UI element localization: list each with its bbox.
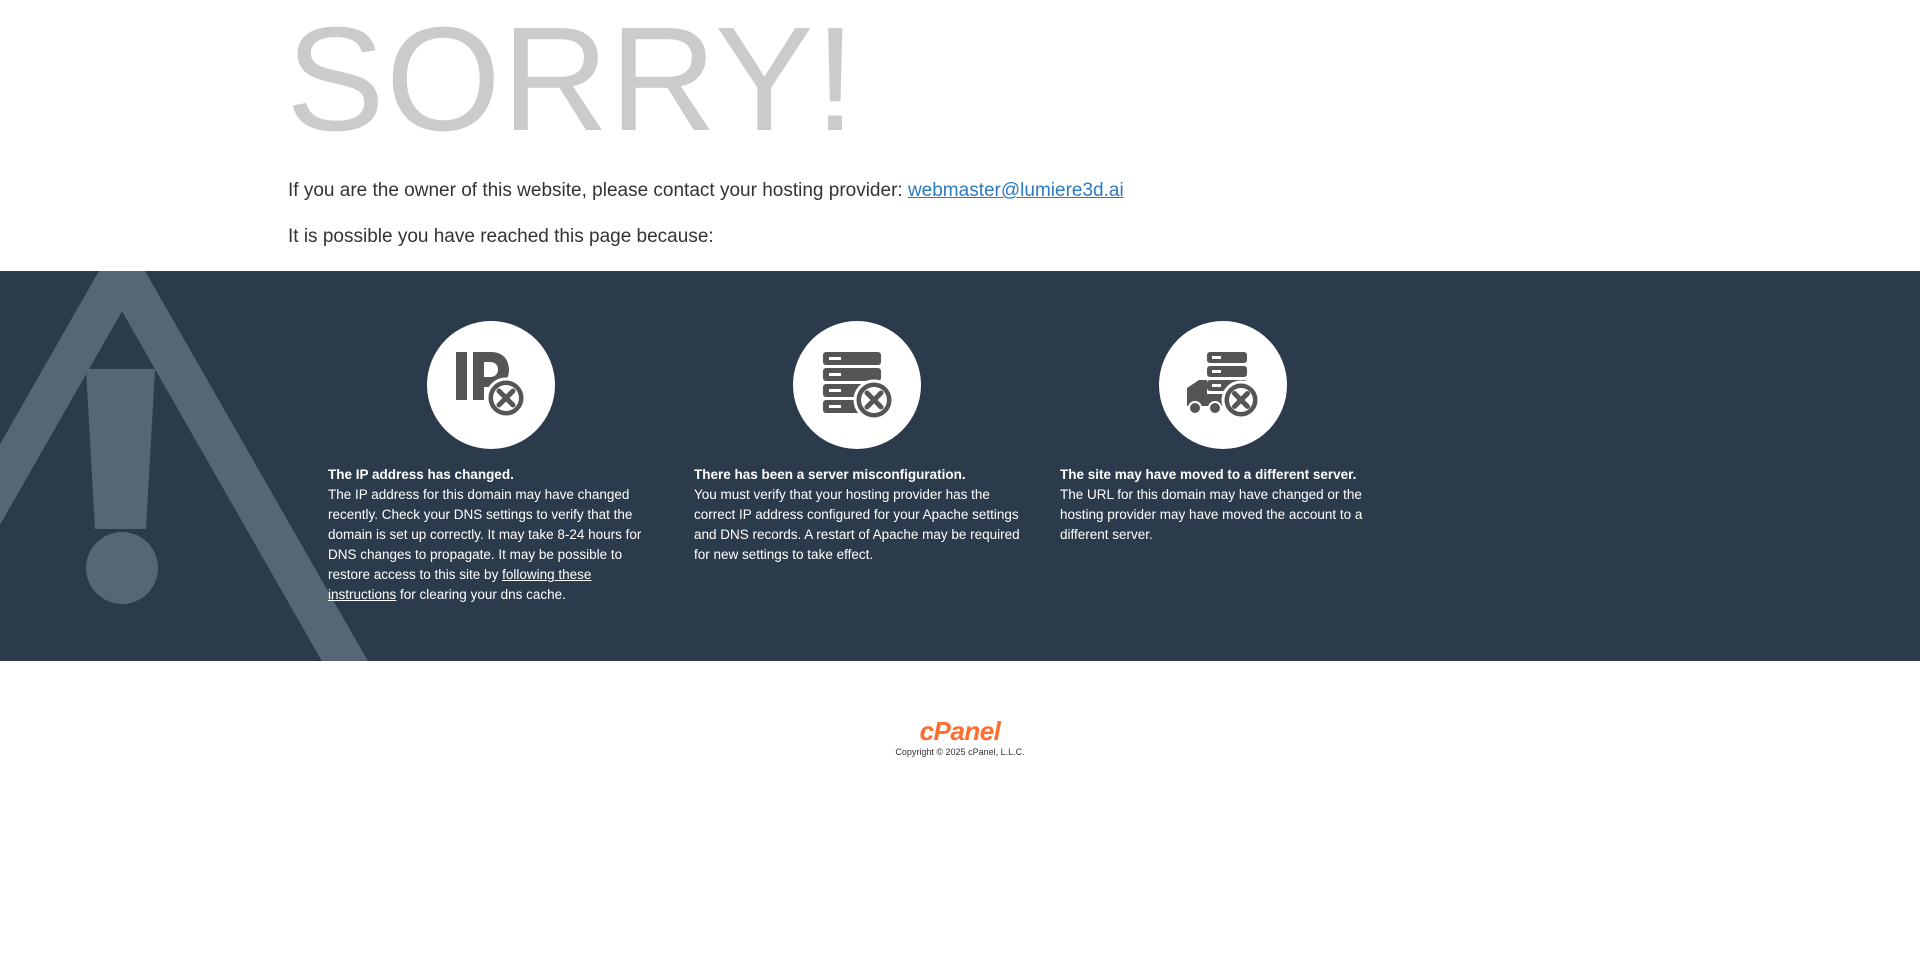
reason-server-misconfig <box>694 321 1024 565</box>
contact-email-link[interactable]: webmaster@lumiere3d.ai <box>907 180 1124 201</box>
cpanel-logo[interactable]: cPanel <box>919 716 1001 746</box>
footer <box>0 718 1920 757</box>
reason-title: The site may have moved to a different server. <box>1060 467 1357 482</box>
reason-body: The URL for this domain may have changed or the hosting provider may have moved the account to a different server. <box>1060 487 1363 542</box>
reason-ip-changed <box>328 321 658 605</box>
reason-body: You must verify that your hosting provider has the correct IP address configured for your Apache settings and DNS records. A restart of Apache may be required for new settings to take effect. <box>694 487 1020 562</box>
reasons-band <box>0 271 1920 661</box>
ip-circle <box>427 321 555 449</box>
page-title: SORRY! <box>286 0 857 162</box>
reason-moved-text <box>1060 465 1390 545</box>
contact-text: If you are the owner of this website, please contact your hosting provider: <box>288 180 908 201</box>
reason-server-moved <box>1060 321 1390 545</box>
contact-message <box>288 180 1124 202</box>
reason-server-text <box>694 465 1024 565</box>
copyright-text: Copyright © 2025 cPanel, L.L.C. <box>895 747 1025 757</box>
server-circle <box>793 321 921 449</box>
header-section <box>0 0 1920 271</box>
ip-error-icon <box>453 350 529 420</box>
reason-intro: It is possible you have reached this page because: <box>288 226 714 247</box>
reason-title: There has been a server misconfiguration. <box>694 467 966 482</box>
instructions-link[interactable]: following these instructions <box>328 567 592 602</box>
server-error-icon <box>819 350 895 420</box>
server-moved-icon <box>1185 350 1261 420</box>
reason-title: The IP address has changed. <box>328 467 514 482</box>
reason-body-after: for clearing your dns cache. <box>396 587 566 602</box>
reason-body: The IP address for this domain may have changed recently. Check your DNS settings to verify that the domain is set up correctly. It may take 8-24 hours for DNS changes to propagate. It may be possible to restore access to this site by <box>328 487 642 582</box>
reason-ip-text <box>328 465 658 605</box>
moved-circle <box>1159 321 1287 449</box>
